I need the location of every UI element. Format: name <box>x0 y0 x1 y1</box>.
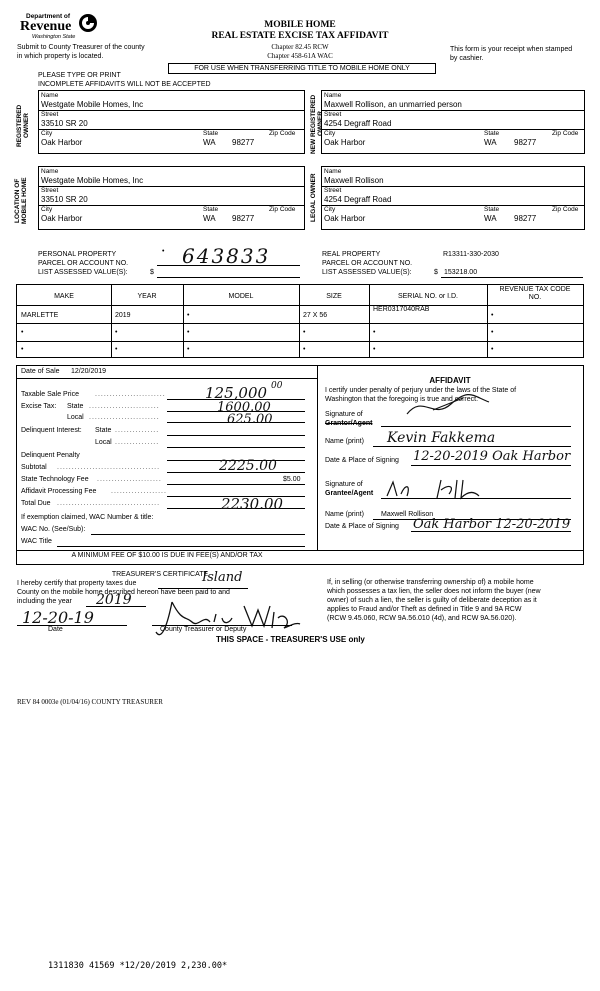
hw-excise-local: 625.00 <box>227 412 273 427</box>
location-zip[interactable]: 98277 <box>232 214 255 223</box>
registered-owner-name[interactable]: Westgate Mobile Homes, Inc <box>41 100 144 109</box>
new-owner-side-label: NEW REGISTERED OWNER <box>310 94 324 154</box>
legal-owner-state[interactable]: WA <box>484 214 497 223</box>
hw-county: Island <box>202 570 243 585</box>
hw-excise-state: 1600.00 <box>217 400 271 415</box>
location-name[interactable]: Westgate Mobile Homes, Inc <box>41 176 144 185</box>
row1-serial[interactable]: HER0317040RAB <box>373 306 430 313</box>
hw-taxable: 125,000 <box>205 384 268 402</box>
street-label: Street <box>324 111 342 118</box>
rp-parcel[interactable]: R13311-330-2030 <box>443 251 499 258</box>
legal-owner-street[interactable]: 4254 Degraff Road <box>324 195 392 204</box>
form-title2: REAL ESTATE EXCISE TAX AFFIDAVIT <box>211 31 389 41</box>
total-label: Total Due <box>21 500 51 507</box>
dept-line1: Department of <box>26 13 71 20</box>
processing-fee-label: Affidavit Processing Fee <box>21 488 97 495</box>
row2-bullet: • <box>187 329 190 336</box>
transfer-note: FOR USE WHEN TRANSFERRING TITLE TO MOBILE HOME ONLY <box>168 63 436 74</box>
city-label: City <box>41 206 53 213</box>
row1-model-bullet: • <box>187 312 190 319</box>
taxable-label: Taxable Sale Price <box>21 391 79 398</box>
dor-emblem-icon <box>78 13 98 33</box>
treasurer-line1: I hereby certify that property taxes due <box>17 580 137 587</box>
print-note: PLEASE TYPE OR PRINT <box>38 72 121 79</box>
rp-label1: REAL PROPERTY <box>322 251 381 258</box>
state-label: State <box>484 130 500 137</box>
street-label: Street <box>324 187 342 194</box>
treasurer-line2: County on the mobile home described hereon have been paid to and <box>17 589 230 596</box>
delinquent-interest-label: Delinquent Interest: <box>21 427 82 434</box>
location-city[interactable]: Oak Harbor <box>41 214 83 223</box>
state-label: State <box>203 130 219 137</box>
rp-dollar: $ <box>434 269 438 276</box>
receipt-note2: by cashier. <box>450 55 484 62</box>
legal-owner-name[interactable]: Maxwell Rollison <box>324 176 384 185</box>
location-street[interactable]: 33510 SR 20 <box>41 195 88 204</box>
pp-handwritten-number: 643833 <box>182 244 271 268</box>
hw-total: 2230.00 <box>221 495 284 513</box>
pp-label1: PERSONAL PROPERTY <box>38 251 117 258</box>
name-print2-label: Name (print) <box>325 511 364 518</box>
hw-date-place2: Oak Harbor 12-20-2019 <box>413 517 571 532</box>
state-label: State <box>484 206 500 213</box>
warning-line3: owner) of such a lien, the seller is guilty of deliberate deception as it <box>327 597 537 604</box>
exemption-label: If exemption claimed, WAC Number & title: <box>21 514 154 521</box>
new-owner-zip[interactable]: 98277 <box>514 138 537 147</box>
col-taxcode-header: REVENUE TAX CODE NO. <box>499 286 571 301</box>
sig-grantee-label1: Signature of <box>325 481 363 488</box>
excise-label: Excise Tax: <box>21 403 57 410</box>
row1-size[interactable]: 27 X 56 <box>303 312 328 319</box>
legal-owner-side-label: LEGAL OWNER <box>310 173 317 223</box>
delinquent-state-label: State <box>95 427 112 434</box>
new-owner-city[interactable]: Oak Harbor <box>324 138 366 147</box>
vehicle-table <box>16 284 584 358</box>
min-fee-note: A MINIMUM FEE OF $10.00 IS DUE IN FEE(S) AND/OR TAX <box>71 552 263 559</box>
wac-no-label: WAC No. (See/Sub): <box>21 526 86 533</box>
rp-value[interactable]: 153218.00 <box>444 269 478 276</box>
treasurer-space-label: THIS SPACE - TREASURER'S USE only <box>216 635 365 644</box>
hw-treasurer-date: 12-20-19 <box>22 608 94 627</box>
treasurer-date-label: Date <box>48 626 63 633</box>
excise-state-label: State <box>67 403 84 410</box>
row2-bullet: • <box>303 329 306 336</box>
new-owner-state[interactable]: WA <box>484 138 497 147</box>
row3-bullet: • <box>21 346 24 353</box>
legal-owner-city[interactable]: Oak Harbor <box>324 214 366 223</box>
street-label: Street <box>41 187 59 194</box>
dept-line3: Washington State <box>32 34 76 40</box>
warning-line2: which possesses a tax lien, the seller does not inform the buyer (new <box>327 588 541 595</box>
grantee-signature-icon <box>383 474 493 504</box>
name-label: Name <box>41 92 59 99</box>
registered-owner-street[interactable]: 33510 SR 20 <box>41 119 88 128</box>
row2-bullet: • <box>373 329 376 336</box>
affidavit-title: AFFIDAVIT <box>429 376 471 385</box>
sig-grantee-label2: Grantee/Agent <box>325 490 374 497</box>
col-year-header: YEAR <box>137 293 157 300</box>
location-state[interactable]: WA <box>203 214 216 223</box>
zip-label: Zip Code <box>269 206 296 213</box>
sig-grantor-label2: Grantor/Agent <box>325 420 373 427</box>
form-id: REV 84 0003e (01/04/16) COUNTY TREASURER <box>17 698 163 706</box>
col-model-header: MODEL <box>228 293 254 300</box>
col-serial-header: SERIAL NO. or I.D. <box>397 293 459 300</box>
row2-bullet: • <box>491 329 494 336</box>
col-size-header: SIZE <box>326 293 342 300</box>
hw-date-place1: 12-20-2019 Oak Harbor <box>413 449 571 464</box>
form-title1: MOBILE HOME <box>264 20 336 30</box>
delinquent-penalty-label: Delinquent Penalty <box>21 452 80 459</box>
pp-label3: LIST ASSESSED VALUE(S): <box>38 269 128 276</box>
tech-fee: $5.00 <box>283 476 301 483</box>
treasurer-title: TREASURER'S CERTIFICATE <box>111 571 209 578</box>
warning-line5: (RCW 9.45.060, RCW 9A.56.010 (4d), and RCW 9A.56.020). <box>327 615 517 622</box>
legal-owner-box <box>321 166 585 230</box>
incomplete-note: INCOMPLETE AFFIDAVITS WILL NOT BE ACCEPTED <box>38 81 211 88</box>
receipt-stamp: 1311830 41569 *12/20/2019 2,230.00* <box>48 961 228 971</box>
subtotal-label: Subtotal <box>21 464 47 471</box>
location-side-label: LOCATION OF MOBILE HOME <box>14 177 28 225</box>
legal-owner-zip[interactable]: 98277 <box>514 214 537 223</box>
date-place-label: Date & Place of Signing <box>325 457 399 464</box>
row3-bullet: • <box>491 346 494 353</box>
row3-bullet: • <box>115 346 118 353</box>
date-of-sale[interactable]: 12/20/2019 <box>71 368 107 375</box>
submit-line1: Submit to County Treasurer of the county <box>17 44 145 51</box>
city-label: City <box>324 130 336 137</box>
sale-affidavit-box: Date of Sale 12/20/2019 Taxable Sale Price ........................ 125,000 00 Excise Tax: State ........................ 1600.00 Local ........................ 625.00 Delinquent Interest: State ............... Local ............... Delinquent Penalty Subtotal ................................... 2225.00 State Technology Fee ...................... $5.00 Affidavit Processing Fee ................... Total Due ................................... 2230.00 If exemption claimed, WAC Number & title: WAC No. (See/Sub): WAC Title A MINIMUM FEE OF $10.00 IS DUE IN FEE(S) AND/OR TAX AFFIDAVIT I certify under penalty of perjury under the laws of the State of Washington that the foregoing is true and correct. Signature of Grantor/Agent Name (print) Kevin Fakkema Date & Place of Signing 12-20-2019 Oak Harbor Signature of Grantee/Agent Name (print) Maxwell Rollison Date & Place of Signing Oak Harbor 12-20-2019 <box>16 365 584 565</box>
rp-label2: PARCEL OR ACCOUNT NO. <box>322 260 413 267</box>
excise-local-label: Local <box>67 414 84 421</box>
registered-owner-city[interactable]: Oak Harbor <box>41 138 83 147</box>
sig-grantor-label1: Signature of <box>325 411 363 418</box>
submit-line2: in which property is located. <box>17 53 104 60</box>
row1-year[interactable]: 2019 <box>115 312 131 319</box>
name-label: Name <box>324 92 342 99</box>
rp-label3: LIST ASSESSED VALUE(S): <box>322 269 412 276</box>
name-print-label: Name (print) <box>325 438 364 445</box>
tech-fee-label: State Technology Fee <box>21 476 89 483</box>
city-label: City <box>41 130 53 137</box>
name-label: Name <box>324 168 342 175</box>
registered-owner-side-label: REGISTERED OWNER <box>16 104 30 148</box>
warning-line4: applies to Fraud and/or Theft as defined in Title 9 and 9A RCW <box>327 606 522 613</box>
state-label: State <box>203 206 219 213</box>
row3-bullet: • <box>303 346 306 353</box>
certify2: Washington that the foregoing is true and correct. <box>325 396 479 403</box>
treasurer-deputy-label: County Treasurer or Deputy <box>160 626 247 633</box>
delinquent-local-label: Local <box>95 439 112 446</box>
hw-taxable-cents: 00 <box>271 381 283 391</box>
grantor-signature-icon <box>403 390 493 420</box>
registered-owner-state[interactable]: WA <box>203 138 216 147</box>
row2-bullet: • <box>21 329 24 336</box>
city-label: City <box>324 206 336 213</box>
hw-subtotal: 2225.00 <box>219 458 277 474</box>
dor-logo <box>20 13 100 43</box>
treasurer-line3: including the year <box>17 598 72 605</box>
hw-grantor-name: Kevin Fakkema <box>387 430 496 446</box>
row1-make[interactable]: MARLETTE <box>21 312 59 319</box>
col-make-header: MAKE <box>54 293 74 300</box>
grantee-name[interactable]: Maxwell Rollison <box>381 511 434 518</box>
registered-owner-zip[interactable]: 98277 <box>232 138 255 147</box>
warning-line1: If, in selling (or otherwise transferring ownership of) a mobile home <box>327 579 534 586</box>
row2-bullet: • <box>115 329 118 336</box>
new-owner-street[interactable]: 4254 Degraff Road <box>324 119 392 128</box>
row3-bullet: • <box>187 346 190 353</box>
date-of-sale-label: Date of Sale <box>21 368 60 375</box>
certify1: I certify under penalty of perjury under the laws of the State of <box>325 387 517 394</box>
receipt-note1: This form is your receipt when stamped <box>450 46 573 53</box>
zip-label: Zip Code <box>552 206 579 213</box>
pp-label2: PARCEL OR ACCOUNT NO. <box>38 260 129 267</box>
hw-tax-year: 2019 <box>96 592 132 608</box>
pp-dollar: $ <box>150 269 154 276</box>
location-box <box>38 166 305 230</box>
dept-line2: Revenue <box>20 19 72 34</box>
chapter1: Chapter 82.45 RCW <box>271 43 329 51</box>
registered-owner-box <box>38 90 305 154</box>
chapter2: Chapter 458-61A WAC <box>267 52 333 60</box>
street-label: Street <box>41 111 59 118</box>
name-label: Name <box>41 168 59 175</box>
new-owner-box <box>321 90 585 154</box>
zip-label: Zip Code <box>269 130 296 137</box>
zip-label: Zip Code <box>552 130 579 137</box>
new-owner-name[interactable]: Maxwell Rollison, an unmarried person <box>324 100 462 109</box>
date-place2-label: Date & Place of Signing <box>325 523 399 530</box>
wac-title-label: WAC Title <box>21 538 52 545</box>
row1-taxcode-bullet: • <box>491 312 494 319</box>
row3-bullet: • <box>373 346 376 353</box>
